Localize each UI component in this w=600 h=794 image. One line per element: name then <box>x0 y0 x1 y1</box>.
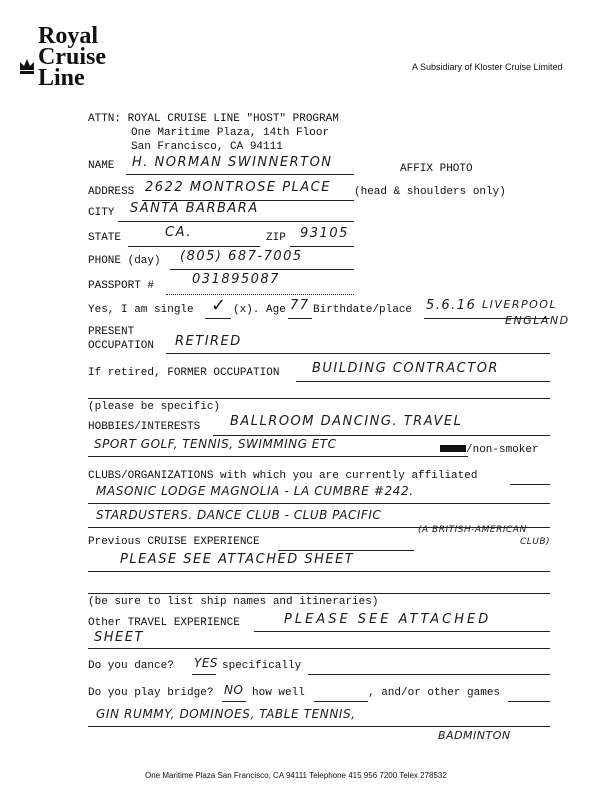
phone-label: PHONE (day) <box>88 255 161 267</box>
attn-line-3: San Francisco, CA 94111 <box>131 141 283 153</box>
state-value: CA. <box>165 225 192 240</box>
cruise-value: PLEASE SEE ATTACHED SHEET <box>120 552 355 567</box>
logo-line-royal: Royal <box>38 23 98 49</box>
clubs-line-1 <box>88 503 550 504</box>
name-label: NAME <box>88 160 115 172</box>
how-well-label: how well <box>252 687 305 699</box>
hobbies-value-2: SPORT GOLF, TENNIS, SWIMMING ETC <box>94 437 337 451</box>
cruise-line-3 <box>88 593 550 594</box>
clubs-value-2: STARDUSTERS. DANCE CLUB - CLUB PACIFIC <box>96 508 382 522</box>
passport-value: 031895087 <box>192 272 280 287</box>
travel-label: Other TRAVEL EXPERIENCE <box>88 617 240 629</box>
dance-value: YES <box>194 656 219 670</box>
single-line <box>205 318 231 319</box>
clubs-label: CLUBS/ORGANIZATIONS with which you are currently affiliated <box>88 470 478 482</box>
travel-line <box>254 631 550 632</box>
cruise-line-2 <box>88 571 550 572</box>
phone-line <box>170 269 354 270</box>
single-checkmark: ✓ <box>211 295 228 316</box>
logo <box>18 23 138 96</box>
clubs-note-2: CLUB) <box>520 537 551 547</box>
state-line <box>128 246 260 247</box>
travel-value-2: SHEET <box>94 630 144 645</box>
redaction-mark <box>440 445 466 452</box>
games-value-2: BADMINTON <box>438 729 511 742</box>
name-value: H. NORMAN SWINNERTON <box>132 155 333 170</box>
occupation-value: RETIRED <box>175 334 242 349</box>
former-occupation-label: If retired, FORMER OCCUPATION <box>88 367 280 379</box>
phone-value: (805) 687-7005 <box>180 249 303 264</box>
single-x: (x). <box>233 304 260 316</box>
clubs-line-end <box>510 484 550 485</box>
other-games-label: , and/or other games <box>368 687 501 699</box>
dance-label: Do you dance? <box>88 660 174 672</box>
hobbies-line-2 <box>88 456 468 457</box>
age-value: 77 <box>290 298 310 313</box>
passport-line <box>166 294 354 295</box>
travel-line-2 <box>88 648 550 649</box>
name-line <box>126 174 354 175</box>
former-occupation-line <box>296 381 550 382</box>
clubs-value-1: MASONIC LODGE MAGNOLIA - LA CUMBRE #242. <box>96 484 414 498</box>
former-occupation-value: BUILDING CONTRACTOR <box>312 361 499 376</box>
occupation-label: OCCUPATION <box>88 340 155 352</box>
bridge-value: NO <box>224 683 244 697</box>
age-line <box>288 318 312 319</box>
address-label: ADDRESS <box>88 186 135 198</box>
dance-specific-label: specifically <box>222 660 302 672</box>
zip-label: ZIP <box>266 232 286 244</box>
bridge-label: Do you play bridge? <box>88 687 214 699</box>
games-value: GIN RUMMY, DOMINOES, TABLE TENNIS, <box>96 707 356 721</box>
zip-line <box>290 246 354 247</box>
age-label: Age <box>266 304 286 316</box>
crown-icon <box>18 56 36 78</box>
affix-photo-label: AFFIX PHOTO <box>400 163 473 175</box>
footer-address: One Maritime Plaza San Francisco, CA 94111 Telephone 415 956 7200 Telex 278532 <box>145 771 447 780</box>
logo-line-line: Line <box>38 65 85 91</box>
city-line <box>118 221 354 222</box>
non-smoker-label: /non-smoker <box>466 444 539 456</box>
dance-specific-line <box>308 674 550 675</box>
head-shoulders-note: (head & shoulders only) <box>354 186 506 198</box>
subsidiary-text: A Subsidiary of Kloster Cruise Limited <box>412 62 563 72</box>
occupation-line <box>166 353 550 354</box>
cruise-line <box>278 550 414 551</box>
logo-line-cruise: Cruise <box>38 44 106 70</box>
birth-place-1: LIVERPOOL <box>482 298 558 311</box>
state-label: STATE <box>88 232 122 244</box>
how-well-line <box>314 701 368 702</box>
cruise-label: Previous CRUISE EXPERIENCE <box>88 536 260 548</box>
ship-names-note: (be sure to list ship names and itineraries) <box>88 596 379 608</box>
city-value: SANTA BARBARA <box>130 201 259 216</box>
zip-value: 93105 <box>300 226 349 241</box>
city-label: CITY <box>88 207 115 219</box>
address-value: 2622 MONTROSE PLACE <box>145 180 331 195</box>
games-line <box>88 726 550 727</box>
single-label: Yes, I am single <box>88 304 194 316</box>
hobbies-line <box>213 435 550 436</box>
other-games-line <box>508 701 550 702</box>
birth-place-2: ENGLAND <box>505 314 570 327</box>
attn-line-1: ATTN: ROYAL CRUISE LINE "HOST" PROGRAM <box>88 113 339 125</box>
bridge-line <box>222 701 246 702</box>
hobbies-value-1: BALLROOM DANCING. TRAVEL <box>230 414 463 429</box>
present-label: PRESENT <box>88 326 135 338</box>
birth-date: 5.6.16 <box>426 298 477 313</box>
birth-label: Birthdate/place <box>313 304 413 316</box>
passport-label: PASSPORT # <box>88 280 155 292</box>
hobbies-label: HOBBIES/INTERESTS <box>88 421 201 433</box>
dance-line <box>192 674 216 675</box>
travel-value: PLEASE SEE ATTACHED <box>284 612 492 627</box>
specific-note: (please be specific) <box>88 401 221 413</box>
clubs-note-1: (A BRITISH-AMERICAN <box>418 525 527 535</box>
attn-line-2: One Maritime Plaza, 14th Floor <box>131 127 330 139</box>
former-occupation-line-2 <box>88 398 550 399</box>
